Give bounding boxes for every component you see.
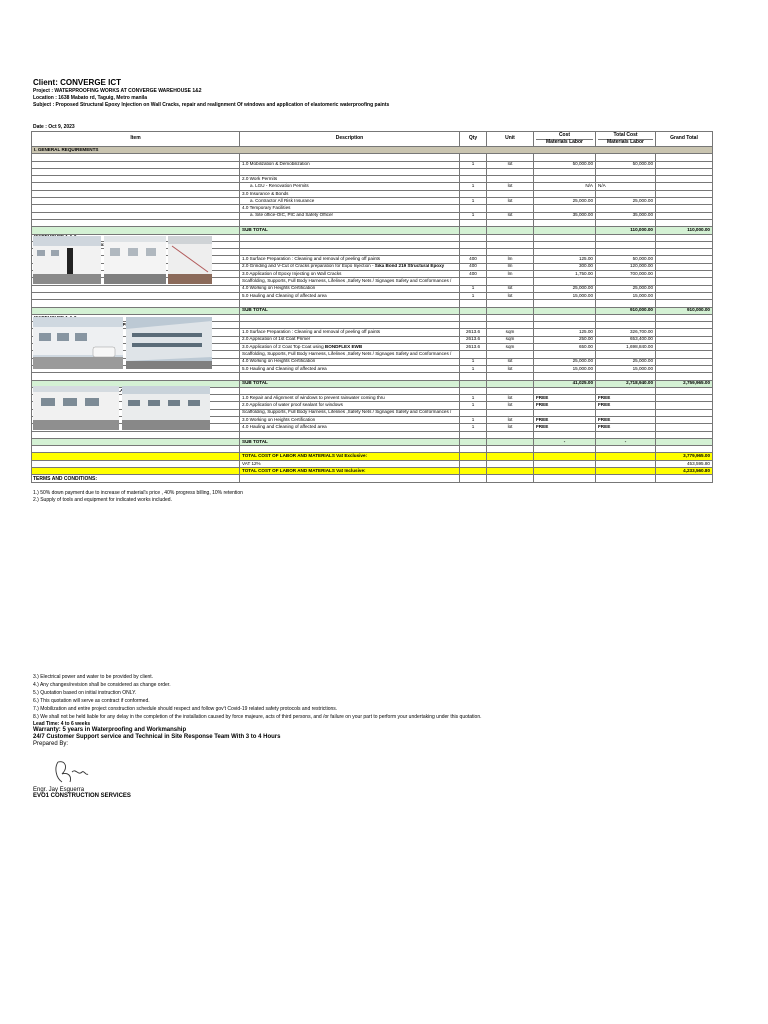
row-qty: 1	[460, 424, 487, 431]
grand-total-value: 110,000.00	[656, 227, 713, 234]
row-unit: lm	[487, 256, 534, 263]
row-cost: FREE	[534, 424, 596, 431]
row-cost: 50,000.00	[534, 161, 596, 168]
subtotal-cost: -	[534, 438, 596, 445]
photo-wall-cracks-2	[104, 236, 166, 284]
term-item: 4.) Any changes/revision shall be considered as change order.	[33, 682, 171, 688]
term-item: 2.) Supply of tools and equipment for indicated works included.	[33, 497, 172, 503]
warranty: Warranty: 5 years in Waterproofing and Workmanship	[33, 727, 187, 733]
photo-wall-cracks-1	[33, 236, 101, 284]
row-cost: 250.00	[534, 336, 596, 343]
row-total: 15,000.00	[596, 365, 656, 372]
photo-exterior-walls-2	[126, 317, 212, 369]
row-total: 15,000.00	[596, 292, 656, 299]
client-name: Client: CONVERGE ICT	[33, 78, 122, 87]
subtotal-row	[32, 307, 713, 314]
row-desc-product: Sika Bond 219 Structural Epoxy	[374, 263, 445, 269]
row-unit: lot	[487, 416, 534, 423]
table-row	[32, 198, 713, 205]
row-cost: FREE	[534, 395, 596, 402]
grand-total-value: 910,000.00	[656, 307, 713, 314]
table-row	[32, 285, 713, 292]
total-exclusive-label: TOTAL COST OF LABOR AND MATERIALS Vat Exclusive:	[240, 453, 460, 460]
subtotal-value: 110,000.00	[596, 227, 656, 234]
subject-line: Subject : Proposed Structural Epoxy Injection on Wall Cracks, repair and realignment Of windows and application of elastomeric waterproofing paints	[33, 102, 390, 108]
row-desc: Scaffolding, Supports, Full Body Harness, Lifelines ,Safety Nets / Signages Safety and Conformances /	[240, 409, 460, 416]
row-qty: 1	[460, 285, 487, 292]
row-desc-product: BONDFLEX EWB	[324, 343, 363, 349]
row-desc	[240, 263, 460, 270]
row-desc: 4.0 Working on Heights Certification	[240, 358, 460, 365]
location-line: Location : 1638 Mabato rd, Taguig, Metro manila	[33, 95, 148, 101]
row-desc-text: 2.0 Grinding and V-Cut of Cracks preparation for Expo Injection -	[242, 263, 375, 269]
subtotal-value: 910,000.00	[596, 307, 656, 314]
row-desc: 2.0 Application of water proof sealant for windows	[240, 402, 460, 409]
row-qty: 400	[460, 256, 487, 263]
row-desc-text: 3.0 Application of 2 Coat Top Coat using	[242, 343, 325, 349]
company-name: EVO1 CONSTRUCTION SERVICES	[33, 793, 131, 799]
row-total: 25,000.00	[596, 358, 656, 365]
total-exclusive-value: 3,779,965.00	[656, 453, 713, 460]
row-cost: FREE	[534, 416, 596, 423]
total-inclusive-label: TOTAL COST OF LABOR AND MATERIALS Vat Inclusive:	[240, 468, 460, 475]
row-qty: 1	[460, 395, 487, 402]
row-desc	[240, 344, 460, 351]
photo-windows-1	[33, 386, 119, 430]
row-cost: 125.00	[534, 329, 596, 336]
row-cost: 25,000.00	[534, 198, 596, 205]
vat-value: 453,595.80	[656, 460, 713, 467]
row-total: 25,000.00	[596, 285, 656, 292]
row-desc: 5.0 Hauling and Cleaning of affected area	[240, 292, 460, 299]
subtotal-cost: 41,025.00	[534, 380, 596, 387]
lead-time: Lead Time: 4 to 6 weeks	[33, 721, 91, 727]
row-cost: FREE	[534, 402, 596, 409]
table-row	[32, 205, 713, 212]
row-desc: 4.0 Temporary Facilities	[240, 205, 460, 212]
row-cost: 15,000.00	[534, 292, 596, 299]
table-row	[32, 292, 713, 299]
row-qty: 2613.6	[460, 336, 487, 343]
row-qty: 1	[460, 292, 487, 299]
subtotal-value: -	[596, 438, 656, 445]
subtotal-value: 2,718,940.00	[596, 380, 656, 387]
row-cost: 1,750.00	[534, 271, 596, 278]
row-desc: 4.0 Hauling and Cleaning of affected area	[240, 424, 460, 431]
row-total: FREE	[596, 416, 656, 423]
row-qty: 400	[460, 263, 487, 270]
date-line: Date : Oct 9, 2023	[33, 124, 75, 130]
col-description: Description	[240, 132, 460, 147]
row-qty: 1	[460, 416, 487, 423]
col-unit: Unit	[487, 132, 534, 147]
table-row	[32, 190, 713, 197]
col-cost	[534, 132, 596, 147]
section-title: Epoxy	[32, 241, 240, 248]
row-unit: lot	[487, 183, 534, 190]
term-item: 3.) Electrical power and water to be provided by client.	[33, 674, 154, 680]
row-desc: a. LGU - Renovation Permits	[240, 183, 460, 190]
photo-wall-cracks-3	[168, 236, 212, 284]
row-unit: lm	[487, 271, 534, 278]
row-total: 1,698,840.00	[596, 344, 656, 351]
row-total: FREE	[596, 395, 656, 402]
row-cost: 35,000.00	[534, 212, 596, 219]
row-total: 50,000.00	[596, 161, 656, 168]
row-qty: 1	[460, 198, 487, 205]
support-line: 24/7 Customer Support service and Technical in Site Response Team With 3 to 4 Hours	[33, 734, 281, 740]
engineer-name: Engr. Jay Esguerra	[33, 787, 85, 793]
total-exclusive-row	[32, 453, 713, 460]
row-desc: a. Site office-OIC, PIC and Safety Officer	[240, 212, 460, 219]
project-line: Project : WATERPROOFING WORKS AT CONVERGE WAREHOUSE 1&2	[33, 88, 202, 94]
row-cost: 25,000.00	[534, 285, 596, 292]
total-inclusive-value: 4,233,560.80	[656, 468, 713, 475]
row-desc: a. Contractor All Risk Insurance	[240, 198, 460, 205]
subtotal-label: SUB TOTAL	[240, 227, 460, 234]
row-unit: lot	[487, 198, 534, 205]
row-total: 326,700.00	[596, 329, 656, 336]
total-inclusive-row	[32, 468, 713, 475]
row-desc: 1.0 Surface Preparation : Cleaning and removal of peeling off paints	[240, 256, 460, 263]
grand-total-value: 2,759,965.00	[656, 380, 713, 387]
row-unit: lot	[487, 365, 534, 372]
row-unit: lot	[487, 424, 534, 431]
col-total-cost	[596, 132, 656, 147]
row-cost: N/A	[534, 183, 596, 190]
table-header-row	[32, 132, 713, 147]
section-general	[32, 147, 713, 154]
col-item: Item	[32, 132, 240, 147]
row-desc: 1.0 Surface Preparation : Cleaning and removal of peeling off paints	[240, 329, 460, 336]
row-cost: 25,000.00	[534, 358, 596, 365]
subtotal-label: SUB TOTAL	[240, 307, 460, 314]
row-total: FREE	[596, 424, 656, 431]
row-cost: 15,000.00	[534, 365, 596, 372]
table-row	[32, 212, 713, 219]
row-qty: 1	[460, 365, 487, 372]
row-desc: 2.0 Work Permits	[240, 176, 460, 183]
photo-exterior-walls-1	[33, 317, 123, 369]
term-item: 6.) This quotation will serve as contract if conformed.	[33, 698, 150, 704]
row-desc: 1.0 Repair and Alignment of windows to prevent rainwater coming thru	[240, 395, 460, 402]
term-item: 5.) Quotation based on initial instruction ONLY.	[33, 690, 137, 696]
subtotal-row	[32, 227, 713, 234]
table-row	[32, 161, 713, 168]
row-unit: lot	[487, 292, 534, 299]
col-qty: Qty	[460, 132, 487, 147]
term-item: 1.) 50% down payment due to increase of material's price , 40% progress billing, 10% retention	[33, 490, 243, 496]
row-qty: 1	[460, 161, 487, 168]
row-desc: 1.0 Mobilization & Demobilization	[240, 161, 460, 168]
row-unit: lot	[487, 212, 534, 219]
row-unit: sqm	[487, 329, 534, 336]
vat-label: VAT 12%	[240, 460, 460, 467]
row-cost: 125.00	[534, 256, 596, 263]
table-row	[32, 183, 713, 190]
photo-windows-2	[122, 386, 210, 430]
row-total: 653,400.00	[596, 336, 656, 343]
row-qty: 1	[460, 402, 487, 409]
subtotal-label: SUB TOTAL	[240, 380, 460, 387]
row-qty: 1	[460, 183, 487, 190]
prepared-by: Prepared By:	[33, 741, 69, 747]
row-qty: 400	[460, 271, 487, 278]
row-unit: lot	[487, 161, 534, 168]
col-total-cost-label: Total Cost	[613, 132, 638, 138]
row-desc: 5.0 Hauling and Cleaning of affected area	[240, 365, 460, 372]
row-desc: 3.0 Insurance & Bonds	[240, 190, 460, 197]
row-total: 50,000.00	[596, 256, 656, 263]
row-desc: Scaffolding, Supports, Full Body Harness, Lifelines ,Safety Nets / Signages Safety and Conformances /	[240, 278, 460, 285]
row-total: N/A	[596, 183, 656, 190]
row-qty: 1	[460, 358, 487, 365]
col-cost-label: Cost	[558, 132, 571, 138]
row-unit: lot	[487, 358, 534, 365]
row-unit: sqm	[487, 344, 534, 351]
term-item: 8.) We shall not be held liable for any delay in the completion of the installation caused by force majeure, acts of third persons, and /or failure on your part to perform your undertaking under this quotation.	[33, 714, 482, 720]
row-total: 700,000.00	[596, 271, 656, 278]
row-cost: 300.00	[534, 263, 596, 270]
terms-title: TERMS AND CONDITIONS:	[33, 476, 97, 482]
row-desc: Scaffolding, Supports, Full Body Harness, Lifelines ,Safety Nets / Signages Safety and Conformances /	[240, 351, 460, 358]
row-desc: 2.0 Application of 1st Coat Primer	[240, 336, 460, 343]
row-total: FREE	[596, 402, 656, 409]
term-item: 7.) Mobilization and entire project construction schedule should respect and follow gov't Covid-19 related safety protocols and restrictions.	[33, 706, 338, 712]
row-desc: 3.0 Working on Heights Certification	[240, 416, 460, 423]
row-unit: sqm	[487, 336, 534, 343]
row-desc: 4.0 Working on Heights Certification	[240, 285, 460, 292]
row-unit: lot	[487, 285, 534, 292]
subtotal-row	[32, 438, 713, 445]
row-total: 25,000.00	[596, 198, 656, 205]
subtotal-label: SUB TOTAL	[240, 438, 460, 445]
col-grand-total: Grand Total	[656, 132, 713, 147]
section-title: I. GENERAL REQUIREMENTS	[32, 147, 713, 154]
row-unit: lot	[487, 395, 534, 402]
vat-row	[32, 460, 713, 467]
row-unit: lot	[487, 402, 534, 409]
col-cost-sub: Materials Labor	[536, 139, 593, 146]
row-total: 120,000.00	[596, 263, 656, 270]
row-desc: 3.0 Application of Epoxy Injecting on Wall Cracks	[240, 271, 460, 278]
col-total-cost-sub: Materials Labor	[598, 139, 653, 146]
row-qty: 2613.6	[460, 344, 487, 351]
row-total: 35,000.00	[596, 212, 656, 219]
table-row	[32, 176, 713, 183]
row-unit: lm	[487, 263, 534, 270]
row-cost: 650.00	[534, 344, 596, 351]
row-qty: 1	[460, 212, 487, 219]
row-qty: 2613.6	[460, 329, 487, 336]
